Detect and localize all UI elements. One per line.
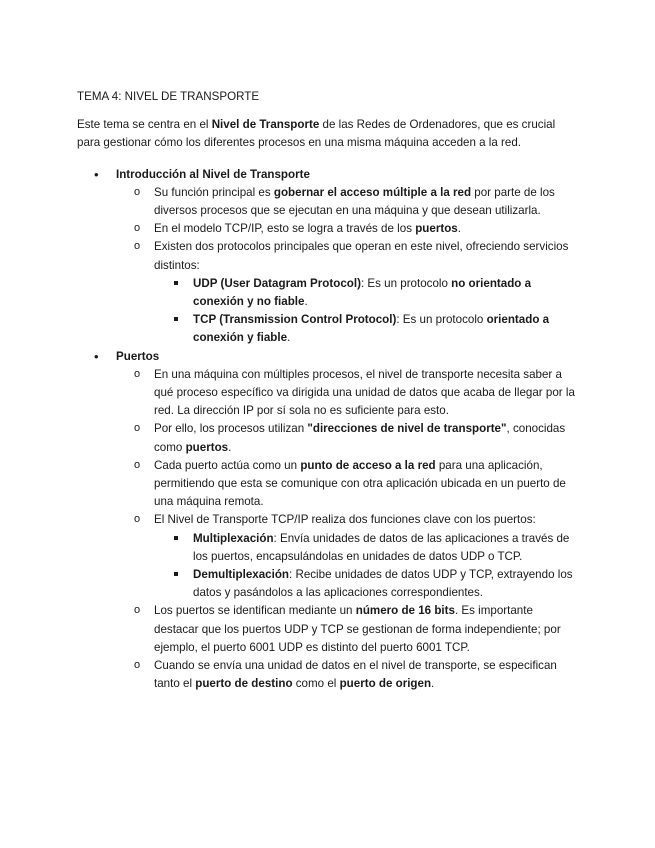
text-span: : Es un protocolo (360, 276, 452, 290)
text-span: , conocidas como (154, 422, 566, 454)
bold-span: punto de acceso a la red (300, 458, 436, 472)
text-span: . Es importante destacar que los puertos UDP y TCP se gestionan de forma independiente; por ejemplo, el puerto 6001 UDP es distinto del puerto 6001 TCP. (154, 604, 561, 654)
bold-span: Multiplexación (193, 531, 274, 545)
text-span: . (228, 440, 232, 454)
text-span: . (304, 295, 308, 309)
bold-span: gobernar el acceso múltiple a la red (273, 185, 472, 199)
list-item (116, 457, 575, 512)
text-span: Existen dos protocolos principales que operan en este nivel, ofreciendo servicios distintos: (154, 240, 569, 272)
bold-span: puertos (185, 440, 229, 454)
section-heading: Puertos (116, 349, 160, 363)
sub-list (116, 366, 575, 694)
text-span: : Envía unidades de datos de las aplicaciones a través de los puertos, encapsulándolas en unidades de datos UDP o TCP. (193, 531, 570, 563)
sub-list (116, 184, 575, 348)
intro-bold: Nivel de Transporte (211, 118, 320, 132)
text-span: como el (292, 677, 340, 691)
intro-paragraph (77, 116, 575, 152)
bold-span: orientado a conexión y fiable (193, 313, 550, 345)
list-item (154, 275, 575, 311)
text-span: En el modelo TCP/IP, esto se logra a través de los (154, 222, 416, 236)
section-heading: Introducción al Nivel de Transporte (116, 167, 310, 181)
text-span: Los puertos se identifican mediante un (154, 604, 356, 618)
list-item (116, 602, 575, 657)
text-span: Su función principal es (154, 185, 274, 199)
text-span: . (431, 677, 435, 691)
bold-span: Demultiplexación (193, 568, 289, 582)
list-item (116, 220, 575, 238)
text-span: : Recibe unidades de datos UDP y TCP, extrayendo los datos y pasándolos a las aplicaciones correspondientes. (193, 568, 573, 600)
list-item (154, 566, 575, 602)
text-span: El Nivel de Transporte TCP/IP realiza dos funciones clave con los puertos: (154, 513, 536, 527)
text-span: . (287, 331, 291, 345)
bold-span: puerto de destino (195, 677, 293, 691)
list-item (77, 348, 575, 694)
intro-text: Este tema se centra en el (77, 118, 212, 132)
text-span: Cuando se envía una unidad de datos en el nivel de transporte, se especifican tanto el (154, 659, 557, 691)
list-item: o En una máquina con múltiples procesos, el nivel de transporte necesita saber a qué proceso específico va dirigida una unidad de datos que acaba de llegar por la red. La dirección IP por sí sola no es suficiente para esto. (116, 366, 575, 421)
text-span: . (457, 222, 461, 236)
bold-span: no orientado a conexión y no fiable (193, 276, 532, 309)
main-list (77, 166, 575, 694)
bold-span: UDP (User Datagram Protocol) (193, 276, 361, 290)
bold-span: puerto de origen (339, 677, 432, 691)
list-item (77, 166, 575, 348)
text-span: por parte de los diversos procesos que se ejecutan en una máquina y que desean utilizarla. (154, 185, 555, 218)
list-item (116, 420, 575, 456)
list-item (154, 530, 575, 566)
document-title: TEMA 4: NIVEL DE TRANSPORTE (77, 90, 260, 103)
list-item (116, 511, 575, 602)
list-item (116, 657, 575, 693)
list-item (154, 311, 575, 347)
bold-span: número de 16 bits (355, 604, 455, 618)
bold-span: puertos (415, 222, 458, 236)
text-span: para una aplicación, permitiendo que esta se comunique con otra aplicación ubicada en un puerto de una máquina remota. (154, 458, 566, 509)
sub-sub-list (154, 275, 575, 348)
text-span: Por ello, los procesos utilizan (154, 422, 308, 436)
sub-sub-list (154, 530, 575, 603)
text-span: : Es un protocolo (396, 313, 487, 327)
text-span: Cada puerto actúa como un (154, 458, 301, 472)
bold-span: TCP (Transmission Control Protocol) (193, 313, 397, 327)
list-item (116, 238, 575, 347)
bold-span: "direcciones de nivel de transporte" (307, 422, 507, 436)
list-item (116, 184, 575, 220)
intro-text: de las Redes de Ordenadores, que es crucial para gestionar cómo los diferentes procesos en una misma máquina acceden a la red. (77, 118, 556, 150)
